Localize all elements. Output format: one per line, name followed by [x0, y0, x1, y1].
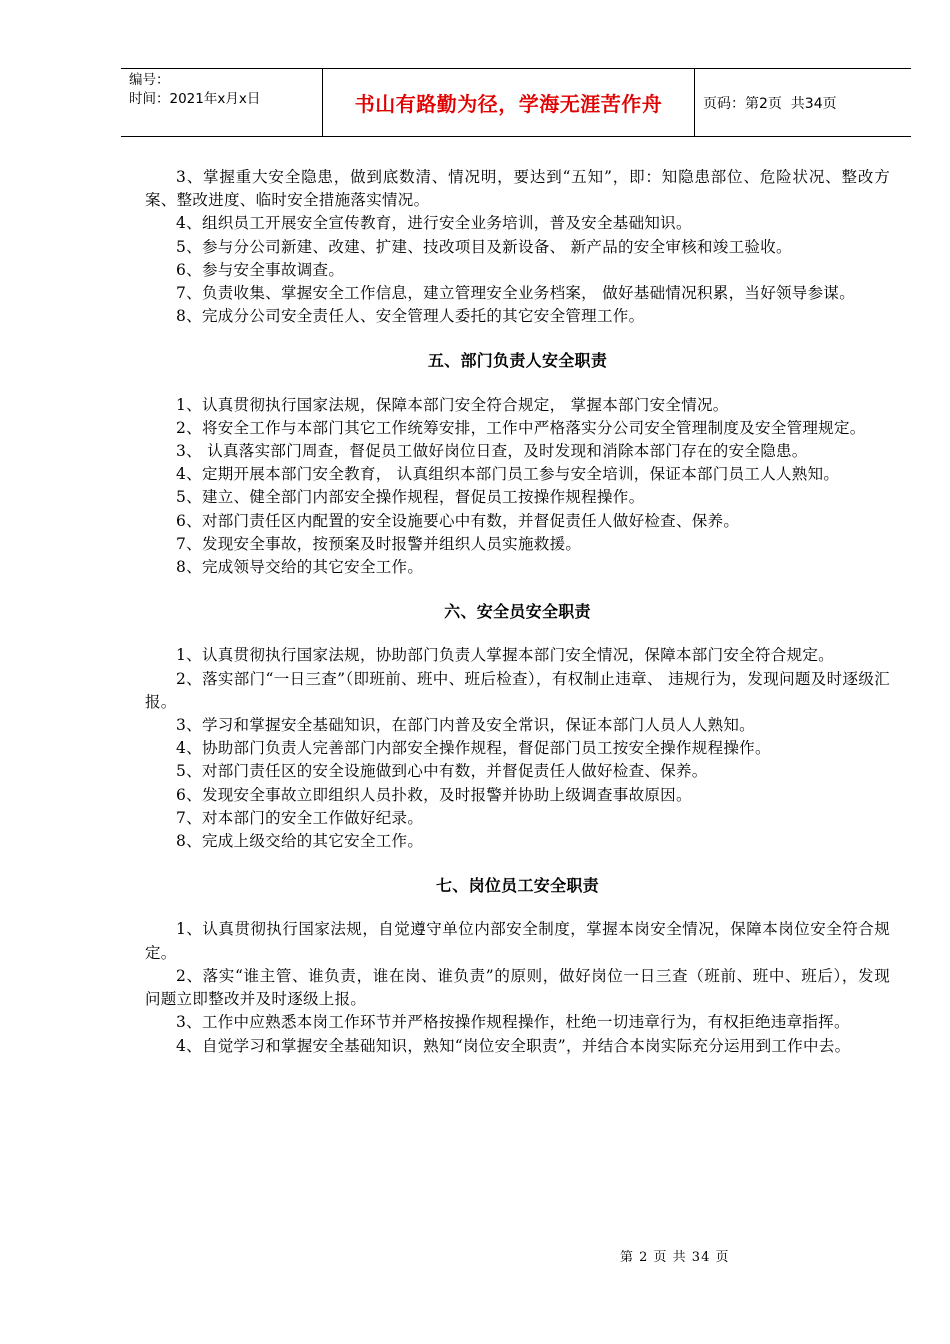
page-header [121, 68, 911, 137]
paragraph: 6、对部门责任区内配置的安全设施要心中有数，并督促责任人做好检查、保养。 [176, 511, 740, 530]
paragraph: 2、将安全工作与本部门其它工作统筹安排，工作中严格落实分公司安全管理制度及安全管理规定。 [176, 418, 866, 437]
paragraph: 4、组织员工开展安全宣传教育，进行安全业务培训，普及安全基础知识。 [176, 214, 692, 233]
document-number-label: 编号： [129, 72, 170, 88]
paragraph: 1、认真贯彻执行国家法规，协助部门负责人掌握本部门安全情况，保障本部门安全符合规定。 [176, 646, 834, 665]
paragraph: 8、完成领导交给的其它安全工作。 [176, 558, 424, 577]
section-heading: 五、部门负责人安全职责 [427, 351, 608, 371]
paragraph: 1、认真贯彻执行国家法规，自觉遵守单位内部安全制度，掌握本岗安全情况，保障本岗位安全符合规定。 [145, 920, 890, 962]
paragraph: 3、工作中应熟悉本岗工作环节并严格按操作规程操作，杜绝一切违章行为，有权拒绝违章指挥。 [176, 1013, 850, 1032]
paragraph: 7、发现安全事故，按预案及时报警并组织人员实施救援。 [176, 534, 582, 553]
paragraph: 2、落实“谁主管、谁负责，谁在岗、谁负责”的原则，做好岗位一日三查（班前、班中、班后），发现问题立即整改并及时逐级上报。 [145, 966, 890, 1009]
document-body [145, 166, 890, 1058]
paragraph: 3、学习和掌握安全基础知识，在部门内普及安全常识，保证本部门人员人人熟知。 [176, 716, 755, 735]
paragraph: 3、 认真落实部门周查，督促员工做好岗位日查，及时发现和消除本部门存在的安全隐患。 [176, 442, 808, 461]
header-page-cell [695, 69, 911, 136]
header-motto: 书山有路勤为径，学海无涯苦作舟 [323, 69, 695, 136]
document-time-label: 时间：2021年x月x日 [129, 91, 261, 107]
section-heading: 六、安全员安全职责 [444, 602, 591, 622]
paragraph: 2、落实部门“一日三查”（即班前、班中、班后检查），有权制止违章、 违规行为，发现问题及时逐级汇报。 [145, 669, 890, 711]
paragraph: 8、完成上级交给的其它安全工作。 [176, 832, 424, 851]
paragraph: 6、发现安全事故立即组织人员扑救，及时报警并协助上级调查事故原因。 [176, 785, 692, 804]
header-meta-cell [121, 69, 323, 136]
paragraph: 5、对部门责任区的安全设施做到心中有数，并督促责任人做好检查、保养。 [176, 762, 708, 781]
paragraph: 7、负责收集、掌握安全工作信息，建立管理安全业务档案， 做好基础情况积累，当好领导参谋。 [176, 284, 855, 303]
paragraph: 6、参与安全事故调查。 [176, 260, 345, 279]
paragraph: 4、自觉学习和掌握安全基础知识，熟知“岗位安全职责”，并结合本岗实际充分运用到工作中去。 [176, 1036, 851, 1055]
paragraph: 4、协助部门负责人完善部门内部安全操作规程，督促部门员工按安全操作规程操作。 [176, 739, 771, 758]
paragraph: 1、认真贯彻执行国家法规，保障本部门安全符合规定， 掌握本部门安全情况。 [176, 395, 729, 414]
paragraph: 4、定期开展本部门安全教育， 认真组织本部门员工参与安全培训，保证本部门员工人人熟知。 [176, 465, 840, 484]
footer-page-number: 第 2 页 共 34 页 [620, 1250, 730, 1265]
paragraph: 3、掌握重大安全隐患，做到底数清、情况明，要达到“五知”，即：知隐患部位、危险状况、整改方案、整改进度、临时安全措施落实情况。 [145, 168, 890, 210]
paragraph: 8、完成分公司安全责任人、安全管理人委托的其它安全管理工作。 [176, 307, 645, 326]
paragraph: 5、建立、健全部门内部安全操作规程，督促员工按操作规程操作。 [176, 488, 645, 507]
header-page-label: 页码：第2页 共34页 [703, 95, 837, 112]
paragraph: 5、参与分公司新建、改建、扩建、技改项目及新设备、 新产品的安全审核和竣工验收。 [176, 237, 792, 256]
paragraph: 7、对本部门的安全工作做好纪录。 [176, 808, 424, 827]
section-heading: 七、岗位员工安全职责 [435, 876, 599, 896]
